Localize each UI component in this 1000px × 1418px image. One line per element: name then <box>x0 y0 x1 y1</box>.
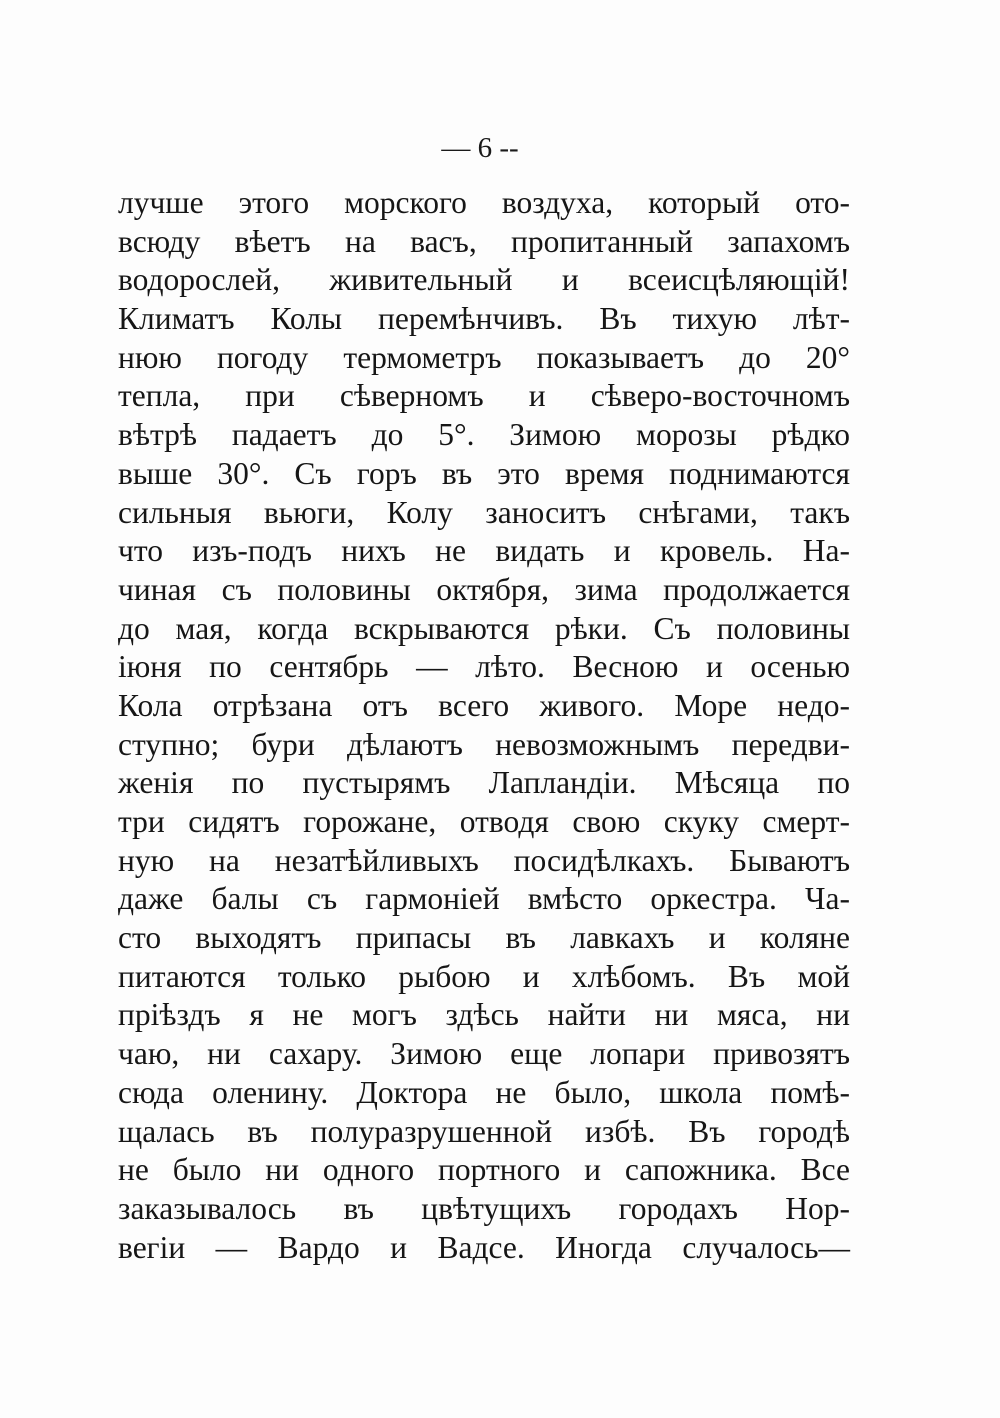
text-line: водорослей, живительный и всеисцѣляющій! <box>118 262 850 298</box>
text-line: іюня по сентябрь — лѣто. Весною и осенью <box>118 649 850 685</box>
text-line: Кола отрѣзана отъ всего живого. Море недо- <box>118 687 850 723</box>
text-line: выше 30°. Съ горъ въ это время поднимаются <box>118 455 850 491</box>
text-line: ступно; бури дѣлаютъ невозможнымъ передви- <box>118 726 850 762</box>
text-line: женія по пустырямъ Лапландіи. Мѣсяца по <box>118 765 850 801</box>
text-line: сто выходятъ припасы въ лавкахъ и коляне <box>118 920 850 956</box>
text-line: Климатъ Колы перемѣнчивъ. Въ тихую лѣт- <box>118 301 850 337</box>
text-line: лучше этого морского воздуха, который ото- <box>118 185 850 220</box>
text-line: питаются только рыбою и хлѣбомъ. Въ мой <box>118 958 850 994</box>
text-line: заказывалось въ цвѣтущихъ городахъ Нор- <box>118 1190 850 1226</box>
text-line: тепла, при сѣверномъ и сѣверо-восточномъ <box>118 378 850 414</box>
text-line: ную на незатѣйливыхъ посидѣлкахъ. Бываютъ <box>118 842 850 878</box>
text-line: нюю погоду термометръ показываетъ до 20° <box>118 339 850 375</box>
text-line: пріѣздъ я не могъ здѣсь найти ни мяса, ни <box>118 997 850 1033</box>
text-line: не было ни одного портного и сапожника. Все <box>118 1152 850 1188</box>
text-line: щалась въ полуразрушенной избѣ. Въ городѣ <box>118 1113 850 1149</box>
text-line: вѣтрѣ падаетъ до 5°. Зимою морозы рѣдко <box>118 417 850 453</box>
text-line: три сидятъ горожане, отводя свою скуку смерт- <box>118 804 850 839</box>
text-line: чиная съ половины октября, зима продолжается <box>118 571 850 607</box>
text-line: даже балы съ гармоніей вмѣсто оркестра. Ча- <box>118 881 850 917</box>
text-line: сильныя вьюги, Колу заноситъ снѣгами, такъ <box>118 494 850 530</box>
text-line: чаю, ни сахару. Зимою еще лопари привозятъ <box>118 1036 850 1072</box>
text-line: до мая, когда вскрываются рѣки. Съ половины <box>118 610 850 646</box>
text-line: всюду вѣетъ на васъ, пропитанный запахомъ <box>118 223 850 259</box>
text-line: вегіи — Вардо и Вадсе. Иногда случалось— <box>118 1229 850 1265</box>
body-text <box>118 184 850 1267</box>
text-line: сюда оленину. Доктора не было, школа помѣ- <box>118 1074 850 1110</box>
text-line: что изъ-подъ нихъ не видать и кровель. На- <box>118 533 850 569</box>
page-number: — 6 -- <box>441 132 519 164</box>
